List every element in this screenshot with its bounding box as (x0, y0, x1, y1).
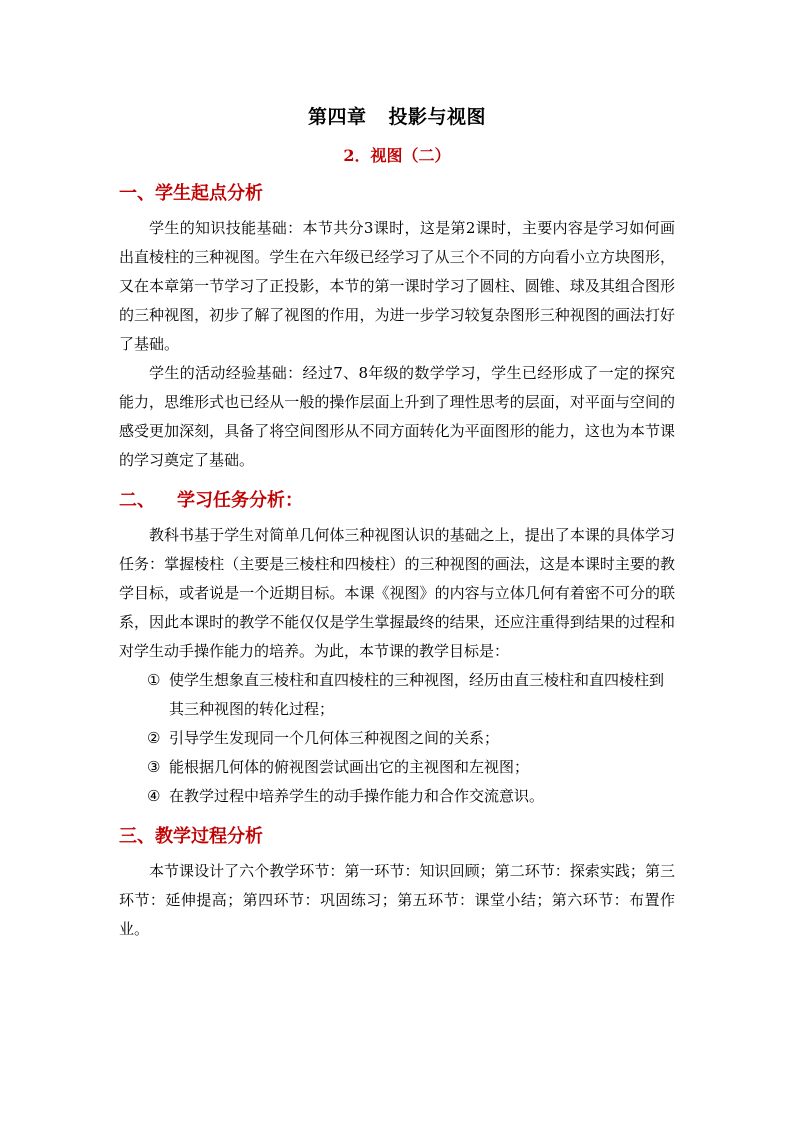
list-item (119, 666, 675, 724)
goal-number: ③ (147, 758, 161, 776)
goal-text: 使学生想象直三棱柱和直四棱柱的三种视图，经历由直三棱柱和直四棱柱到其三种视图的转化过程； (169, 671, 665, 718)
heading-task-analysis (119, 487, 675, 515)
list-item (119, 782, 675, 811)
goal-number: ② (147, 729, 161, 747)
heading-student-analysis: 一、学生起点分析 (119, 183, 263, 204)
heading-task-text: 学习任务分析： (177, 490, 303, 511)
paragraph-knowledge-base: 学生的知识技能基础：本节共分3课时，这是第2课时，主要内容是学习如何画出直棱柱的三种视图。学生在六年级已经学习了从三个不同的方向看小立方块图形，又在本章第一节学习了正投影，本节的第一课时学习了圆柱、圆锥、球及其组合图形的三种视图，初步了解了视图的作用，为进一步学习较复杂图形三种视图的画法打好了基础。 (119, 219, 675, 353)
goal-number: ④ (147, 787, 161, 805)
paragraph-task: 教科书基于学生对简单几何体三种视图认识的基础之上，提出了本课的具体学习任务：掌握棱柱（主要是三棱柱和四棱柱）的三种视图的画法，这是本课时主要的教学目标，或者说是一个近期目标。本课《视图》的内容与立体几何有着密不可分的联系，因此本课时的教学不能仅仅是学生掌握最终的结果，还应注重得到结果的过程和对学生动手操作能力的培养。为此，本节课的教学目标是： (119, 526, 675, 660)
goal-text: 引导学生发现同一个几何体三种视图之间的关系； (169, 729, 500, 747)
paragraph-teaching-process: 本节课设计了六个教学环节：第一环节：知识回顾；第二环节：探索实践；第三环节：延伸提高；第四环节：巩固练习；第五环节：课堂小结；第六环节：布置作业。 (119, 862, 675, 938)
goals-list (119, 666, 675, 811)
list-item (119, 753, 675, 782)
chapter-title (119, 104, 675, 130)
section-title: 2．视图（二） (343, 146, 451, 165)
list-item (119, 724, 675, 753)
paragraph-activity-experience: 学生的活动经验基础：经过7、8年级的数学学习，学生已经形成了一定的探究能力，思维形式也已经从一般的操作层面上升到了理性思考的层面，对平面与空间的感受更加深刻，具备了将空间图形从不同方面转化为平面图形的能力，这也为本节课的学习奠定了基础。 (119, 364, 675, 469)
goal-text: 能根据几何体的俯视图尝试画出它的主视图和左视图； (169, 758, 530, 776)
chapter-number: 第四章 (307, 106, 367, 128)
goal-number: ① (147, 671, 161, 689)
heading-teaching-process: 三、教学过程分析 (119, 826, 263, 847)
heading-task-number: 二、 (119, 490, 155, 511)
chapter-name: 投影与视图 (388, 106, 487, 128)
goal-text: 在教学过程中培养学生的动手操作能力和合作交流意识。 (169, 787, 545, 805)
document-page (119, 100, 675, 944)
